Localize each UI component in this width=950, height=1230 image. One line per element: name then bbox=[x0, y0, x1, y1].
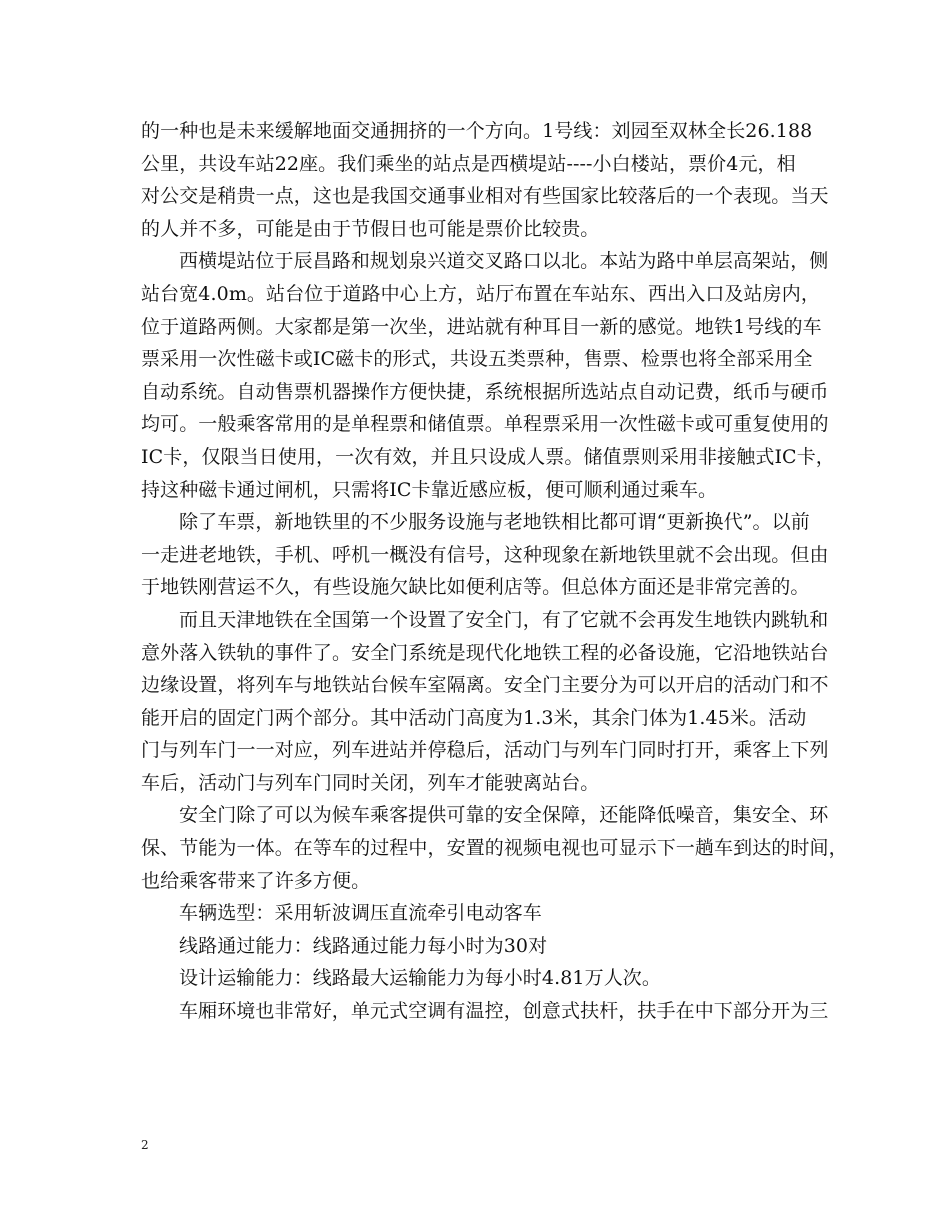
text-line: 自动系统。自动售票机器操作方便快捷，系统根据所选站点自动记费，纸币与硬币 bbox=[141, 380, 829, 403]
text-line: 位于道路两侧。大家都是第一次坐，进站就有种耳目一新的感觉。地铁1号线的车 bbox=[141, 315, 822, 338]
text-line: 车厢环境也非常好，单元式空调有温控，创意式扶杆，扶手在中下部分开为三 bbox=[179, 1000, 829, 1023]
text-line: 设计运输能力：线路最大运输能力为每小时4.81万人次。 bbox=[179, 967, 662, 990]
text-line: 公里，共设车站22座。我们乘坐的站点是西横堤站----小白楼站，票价4元，相 bbox=[141, 152, 796, 175]
text-line: 车辆选型：采用斩波调压直流牵引电动客车 bbox=[179, 902, 542, 925]
text-line: 线路通过能力：线路通过能力每小时为30对 bbox=[179, 934, 548, 957]
body-text bbox=[141, 115, 848, 1028]
text-line: 除了车票，新地铁里的不少服务设施与老地铁相比都可谓“更新换代”。以前 bbox=[179, 511, 810, 534]
text-line: 而且天津地铁在全国第一个设置了安全门，有了它就不会再发生地铁内跳轨和 bbox=[179, 608, 829, 631]
text-line: 能开启的固定门两个部分。其中活动门高度为1.3米，其余门体为1.45米。活动 bbox=[141, 706, 807, 729]
text-line: 安全门除了可以为候车乘客提供可靠的安全保障，还能降低噪音，集安全、环 bbox=[179, 804, 829, 827]
text-line: 保、节能为一体。在等车的过程中，安置的视频电视也可显示下一趟车到达的时间， bbox=[141, 837, 848, 860]
text-line: 持这种磁卡通过闸机，只需将IC卡靠近感应板，便可顺利通过乘车。 bbox=[141, 478, 718, 501]
text-line: 站台宽4.0m。站台位于道路中心上方，站厅布置在车站东、西出入口及站房内， bbox=[141, 282, 820, 305]
text-line: 于地铁刚营运不久，有些设施欠缺比如便利店等。但总体方面还是非常完善的。 bbox=[141, 576, 810, 599]
text-line: IC卡，仅限当日使用，一次有效，并且只设成人票。储值票则采用非接触式IC卡， bbox=[141, 445, 835, 468]
page-number: 2 bbox=[141, 1138, 149, 1152]
text-line: 票采用一次性磁卡或IC磁卡的形式，共设五类票种，售票、检票也将全部采用全 bbox=[141, 348, 813, 371]
text-line: 车后，活动门与列车门同时关闭，列车才能驶离站台。 bbox=[141, 771, 600, 794]
text-line: 边缘设置，将列车与地铁站台候车室隔离。安全门主要分为可以开启的活动门和不 bbox=[141, 674, 829, 697]
text-line: 对公交是稍贵一点，这也是我国交通事业相对有些国家比较落后的一个表现。当天 bbox=[141, 185, 829, 208]
text-line: 门与列车门一一对应，列车进站并停稳后，活动门与列车门同时打开，乘客上下列 bbox=[141, 739, 829, 762]
text-line: 的人并不多，可能是由于节假日也可能是票价比较贵。 bbox=[141, 217, 600, 240]
text-line: 均可。一般乘客常用的是单程票和储值票。单程票采用一次性磁卡或可重复使用的 bbox=[141, 413, 829, 436]
text-line: 意外落入铁轨的事件了。安全门系统是现代化地铁工程的必备设施，它沿地铁站台 bbox=[141, 641, 829, 664]
text-line: 一走进老地铁，手机、呼机一概没有信号，这种现象在新地铁里就不会出现。但由 bbox=[141, 543, 829, 566]
text-line: 也给乘客带来了许多方便。 bbox=[141, 869, 371, 892]
text-line: 西横堤站位于辰昌路和规划泉兴道交叉路口以北。本站为路中单层高架站，侧 bbox=[179, 250, 829, 273]
text-line: 的一种也是未来缓解地面交通拥挤的一个方向。1号线：刘园至双林全长26.188 bbox=[141, 120, 813, 142]
